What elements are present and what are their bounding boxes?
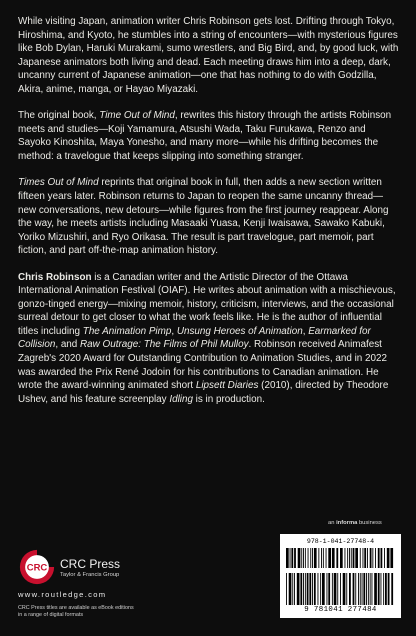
barcode-bar <box>320 573 321 605</box>
barcode-bar <box>289 573 292 605</box>
barcode-bar <box>381 548 383 568</box>
text-run: , <box>171 325 177 337</box>
barcode-bar <box>292 573 293 605</box>
author-name: Chris Robinson <box>18 271 92 283</box>
barcode-bar <box>375 548 376 568</box>
barcode-bar <box>387 548 390 568</box>
barcode-bar <box>300 573 302 605</box>
work-title: Unsung Heroes of Animation <box>176 325 303 337</box>
barcode-bar <box>328 548 331 568</box>
logo-text: CRC <box>26 562 48 574</box>
publisher-group: Taylor & Francis Group <box>60 572 120 578</box>
barcode-bar <box>332 573 333 605</box>
barcode-bar <box>322 573 325 605</box>
barcode-bar <box>334 573 337 605</box>
publisher-block <box>18 548 218 608</box>
barcode-bar <box>303 548 304 568</box>
book-title-times-out-of-mind: Times Out of Mind <box>18 177 99 189</box>
barcode-bar <box>390 548 393 568</box>
barcode-bar <box>297 573 300 605</box>
barcode-bar <box>286 548 289 568</box>
isbn-barcode <box>280 534 401 618</box>
barcode-bar <box>372 573 373 605</box>
informa-brand: informa <box>336 520 358 526</box>
publisher-website: www.routledge.com <box>18 590 107 599</box>
barcode-bar <box>374 573 377 605</box>
barcode-bar <box>378 573 380 605</box>
barcode-bar <box>318 573 319 605</box>
barcode-bar <box>309 573 311 605</box>
text-run: (2010), directed by Theodore Ushev, and his feature screenplay <box>18 380 389 405</box>
barcode-bar <box>294 548 296 568</box>
barcode-bar <box>326 548 327 568</box>
barcode-bar <box>290 548 291 568</box>
barcode-bar <box>308 548 309 568</box>
barcode-bar <box>303 573 304 605</box>
text-run: business <box>357 520 382 526</box>
barcode-bar <box>358 573 359 605</box>
text-run: , rewrites this history through the artists Robinson meets and studies—Koji Yamamura, Atsushi Wada, Taku Furukawa, Renzo and Sayoko Kinoshita, Maya Yonesho, and many more—while his drifting becomes the method: a travelogue that keeps slipping into something stranger. <box>18 110 392 162</box>
barcode-bar <box>314 573 316 605</box>
barcode-bar <box>310 548 311 568</box>
ean-barcode <box>286 573 395 605</box>
work-title: Idling <box>169 393 193 405</box>
barcode-bar <box>367 548 368 568</box>
text-run: , <box>302 325 309 337</box>
barcode-bar <box>336 548 338 568</box>
barcode-bar <box>337 573 338 605</box>
text-run: , and <box>55 339 81 351</box>
barcode-bar <box>323 548 324 568</box>
text-run: The original book, <box>18 110 100 122</box>
barcode-bar <box>340 573 341 605</box>
barcode-bar <box>363 548 364 568</box>
barcode-bar <box>346 573 347 605</box>
barcode-bar <box>388 573 390 605</box>
barcode-bar <box>345 548 346 568</box>
author-bio <box>18 271 400 406</box>
blurb-paragraph-1-text: While visiting Japan, animation writer Chris Robinson gets lost. Drifting through Tokyo, Hiroshima, and Kyoto, he stumbles into a string of encounters—with mysterious figures like Bob Dylan, Haruki Murakami, sumo wrestlers, and Big Bird, and, by good luck, with Japanese animators both living and dead. Each meeting draws him into a deep, dark, uncanny current of Japanese animation—one that has nothing to do with Godzilla, Akira, anime, manga, or Hayao Miyazaki. <box>18 16 399 95</box>
barcode-bar <box>355 573 356 605</box>
barcode-bar <box>301 548 302 568</box>
book-title-time-out-of-mind: Time Out of Mind <box>99 110 175 122</box>
publisher-name: CRC Press <box>60 557 121 571</box>
barcode-bar <box>353 548 355 568</box>
isbn-number: 978-1-041-27748-4 <box>306 538 375 545</box>
text-run: an <box>328 520 337 526</box>
barcode-bar <box>384 548 385 568</box>
barcode-bar <box>305 548 306 568</box>
barcode-bar <box>312 573 313 605</box>
barcode-bar <box>312 548 313 568</box>
text-run: is in production. <box>192 393 265 405</box>
barcode-bar <box>349 573 351 605</box>
barcode-bar <box>368 573 369 605</box>
barcode-bar <box>378 548 380 568</box>
price-barcode <box>286 548 395 568</box>
barcode-bar <box>372 548 373 568</box>
barcode-bar <box>298 548 301 568</box>
barcode-bar <box>291 548 293 568</box>
barcode-bar <box>351 548 352 568</box>
barcode-bar <box>381 573 382 605</box>
barcode-bar <box>364 548 366 568</box>
barcode-bar <box>385 573 387 605</box>
work-title: Lipsett Diaries <box>195 380 259 392</box>
informa-business-tag <box>328 520 382 526</box>
barcode-bar <box>347 548 348 568</box>
barcode-bar <box>294 573 295 605</box>
barcode-bar <box>366 573 367 605</box>
text-run: . Robinson received Animafest Zagreb's 2020 Award for Outstanding Contribution to Animation Studies, and in 2022 was awarded the Prix René Jodoin for his contributions to Canadian animation. He wrote the award-winning animated short <box>18 339 387 392</box>
text-run: is a Canadian writer and the Artistic Director of the Ottawa International Animation Festival (OIAF). He writes about animation with a mischievous, gonzo-tinged energy—mixing memoir, history, criticism, interviews, and the occasional surreal detour to get closer to what the work feels like. He is the author of influential titles including <box>18 271 396 337</box>
barcode-bar <box>363 573 365 605</box>
barcode-bar <box>340 548 343 568</box>
barcode-bar <box>360 573 361 605</box>
work-title: The Animation Pimp <box>82 325 172 337</box>
work-title: Earmarked for Collision <box>18 325 371 351</box>
blurb-paragraph-2 <box>18 109 400 163</box>
barcode-bar <box>286 573 287 605</box>
barcode-bar <box>318 548 319 568</box>
blurb-paragraph-1 <box>18 15 400 96</box>
barcode-bar <box>314 548 317 568</box>
barcode-bar <box>355 548 358 568</box>
barcode-bar <box>321 548 322 568</box>
barcode-bar <box>391 573 393 605</box>
barcode-bar <box>349 548 350 568</box>
barcode-bar <box>383 573 384 605</box>
barcode-bar <box>307 573 309 605</box>
isbn-digits: 9 781041 277484 <box>304 606 377 614</box>
work-title: Raw Outrage: The Films of Phil Mulloy <box>80 339 249 351</box>
blurb-paragraph-3 <box>18 176 400 257</box>
barcode-bar <box>327 573 328 605</box>
barcode-bar <box>328 573 330 605</box>
text-run: reprints that original book in full, then adds a new section written fifteen years later. Robinson returns to Japan to reopen the same uncanny thread—new conversations, new detours—while figures from the first journey reappear. Along the way, he meets artists including Masaaki Yuasa, Kenji Iwaisawa, Sawako Kabuki, Yoriko Mizushiri, and Ryo Orikasa. The result is part travelogue, part memoir, part fiction, and part off-the-map animation history. <box>18 177 389 257</box>
barcode-bar <box>362 573 363 605</box>
barcode-bar <box>370 548 372 568</box>
crc-press-logo-icon <box>18 548 56 586</box>
barcode-bar <box>360 548 361 568</box>
barcode-bar <box>305 573 306 605</box>
ebook-note: CRC Press titles are available as eBook editions in a range of digital formats <box>18 605 134 619</box>
barcode-bar <box>332 548 335 568</box>
blurb-text <box>18 15 400 419</box>
barcode-bar <box>353 573 355 605</box>
barcode-bar <box>370 573 371 605</box>
barcode-bar <box>343 573 346 605</box>
